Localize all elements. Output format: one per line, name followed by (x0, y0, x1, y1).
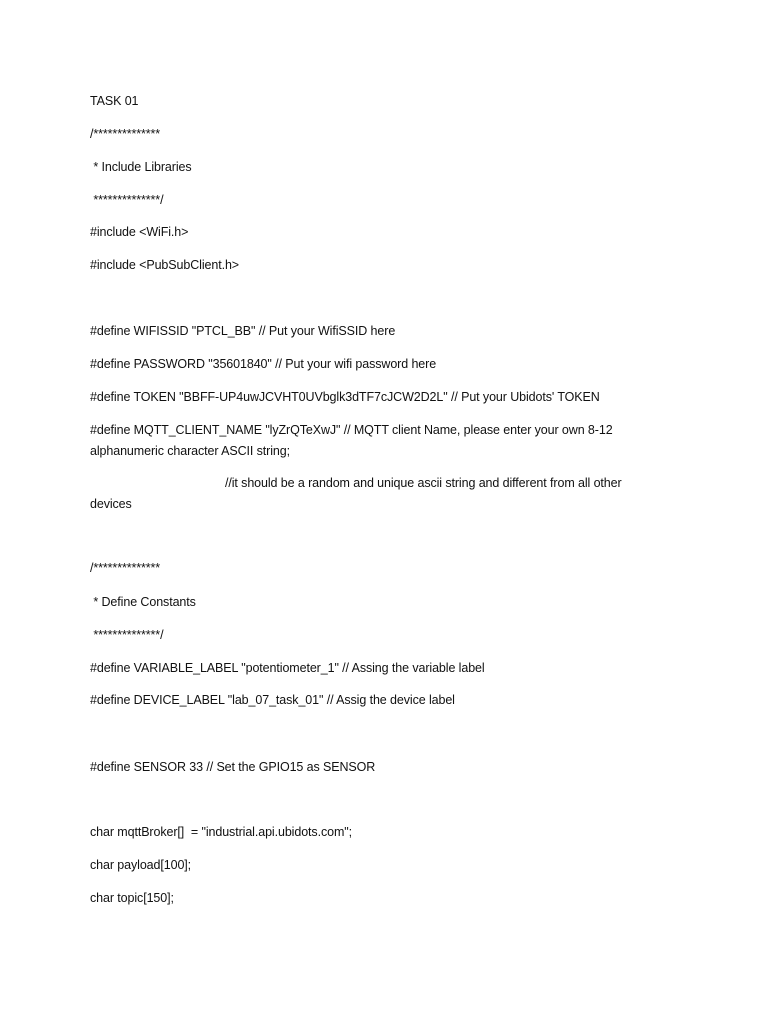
mqtt-client-name-comment: //it should be a random and unique ascii string and different from all other (225, 476, 622, 490)
define-mqtt-client-name-continuation: alphanumeric character ASCII string; (90, 444, 290, 458)
task-title: TASK 01 (90, 94, 139, 108)
define-sensor: #define SENSOR 33 // Set the GPIO15 as SENSOR (90, 760, 376, 774)
char-payload: char payload[100]; (90, 858, 192, 872)
comment-open-constants: /************** (90, 561, 161, 575)
mqtt-client-name-comment-continuation: devices (90, 497, 132, 511)
define-device-label: #define DEVICE_LABEL "lab_07_task_01" // Assig the device label (90, 693, 455, 707)
comment-open-libraries: /************** (90, 127, 161, 141)
define-mqtt-client-name: #define MQTT_CLIENT_NAME "lyZrQTeXwJ" // MQTT client Name, please enter your own 8-12 (90, 423, 613, 437)
char-mqtt-broker: char mqttBroker[] = "industrial.api.ubidots.com"; (90, 825, 352, 839)
define-wifissid: #define WIFISSID "PTCL_BB" // Put your WifiSSID here (90, 324, 396, 338)
include-wifi: #include <WiFi.h> (90, 225, 189, 239)
char-topic: char topic[150]; (90, 891, 174, 905)
comment-define-constants: * Define Constants (90, 595, 196, 609)
include-pubsubclient: #include <PubSubClient.h> (90, 258, 240, 272)
comment-close-constants: **************/ (90, 628, 164, 642)
comment-include-libraries: * Include Libraries (90, 160, 192, 174)
define-variable-label: #define VARIABLE_LABEL "potentiometer_1" // Assing the variable label (90, 661, 485, 675)
define-token: #define TOKEN "BBFF-UP4uwJCVHT0UVbglk3dTF7cJCW2D2L" // Put your Ubidots' TOKEN (90, 390, 600, 404)
define-password: #define PASSWORD "35601840" // Put your wifi password here (90, 357, 437, 371)
comment-close-libraries: **************/ (90, 193, 164, 207)
